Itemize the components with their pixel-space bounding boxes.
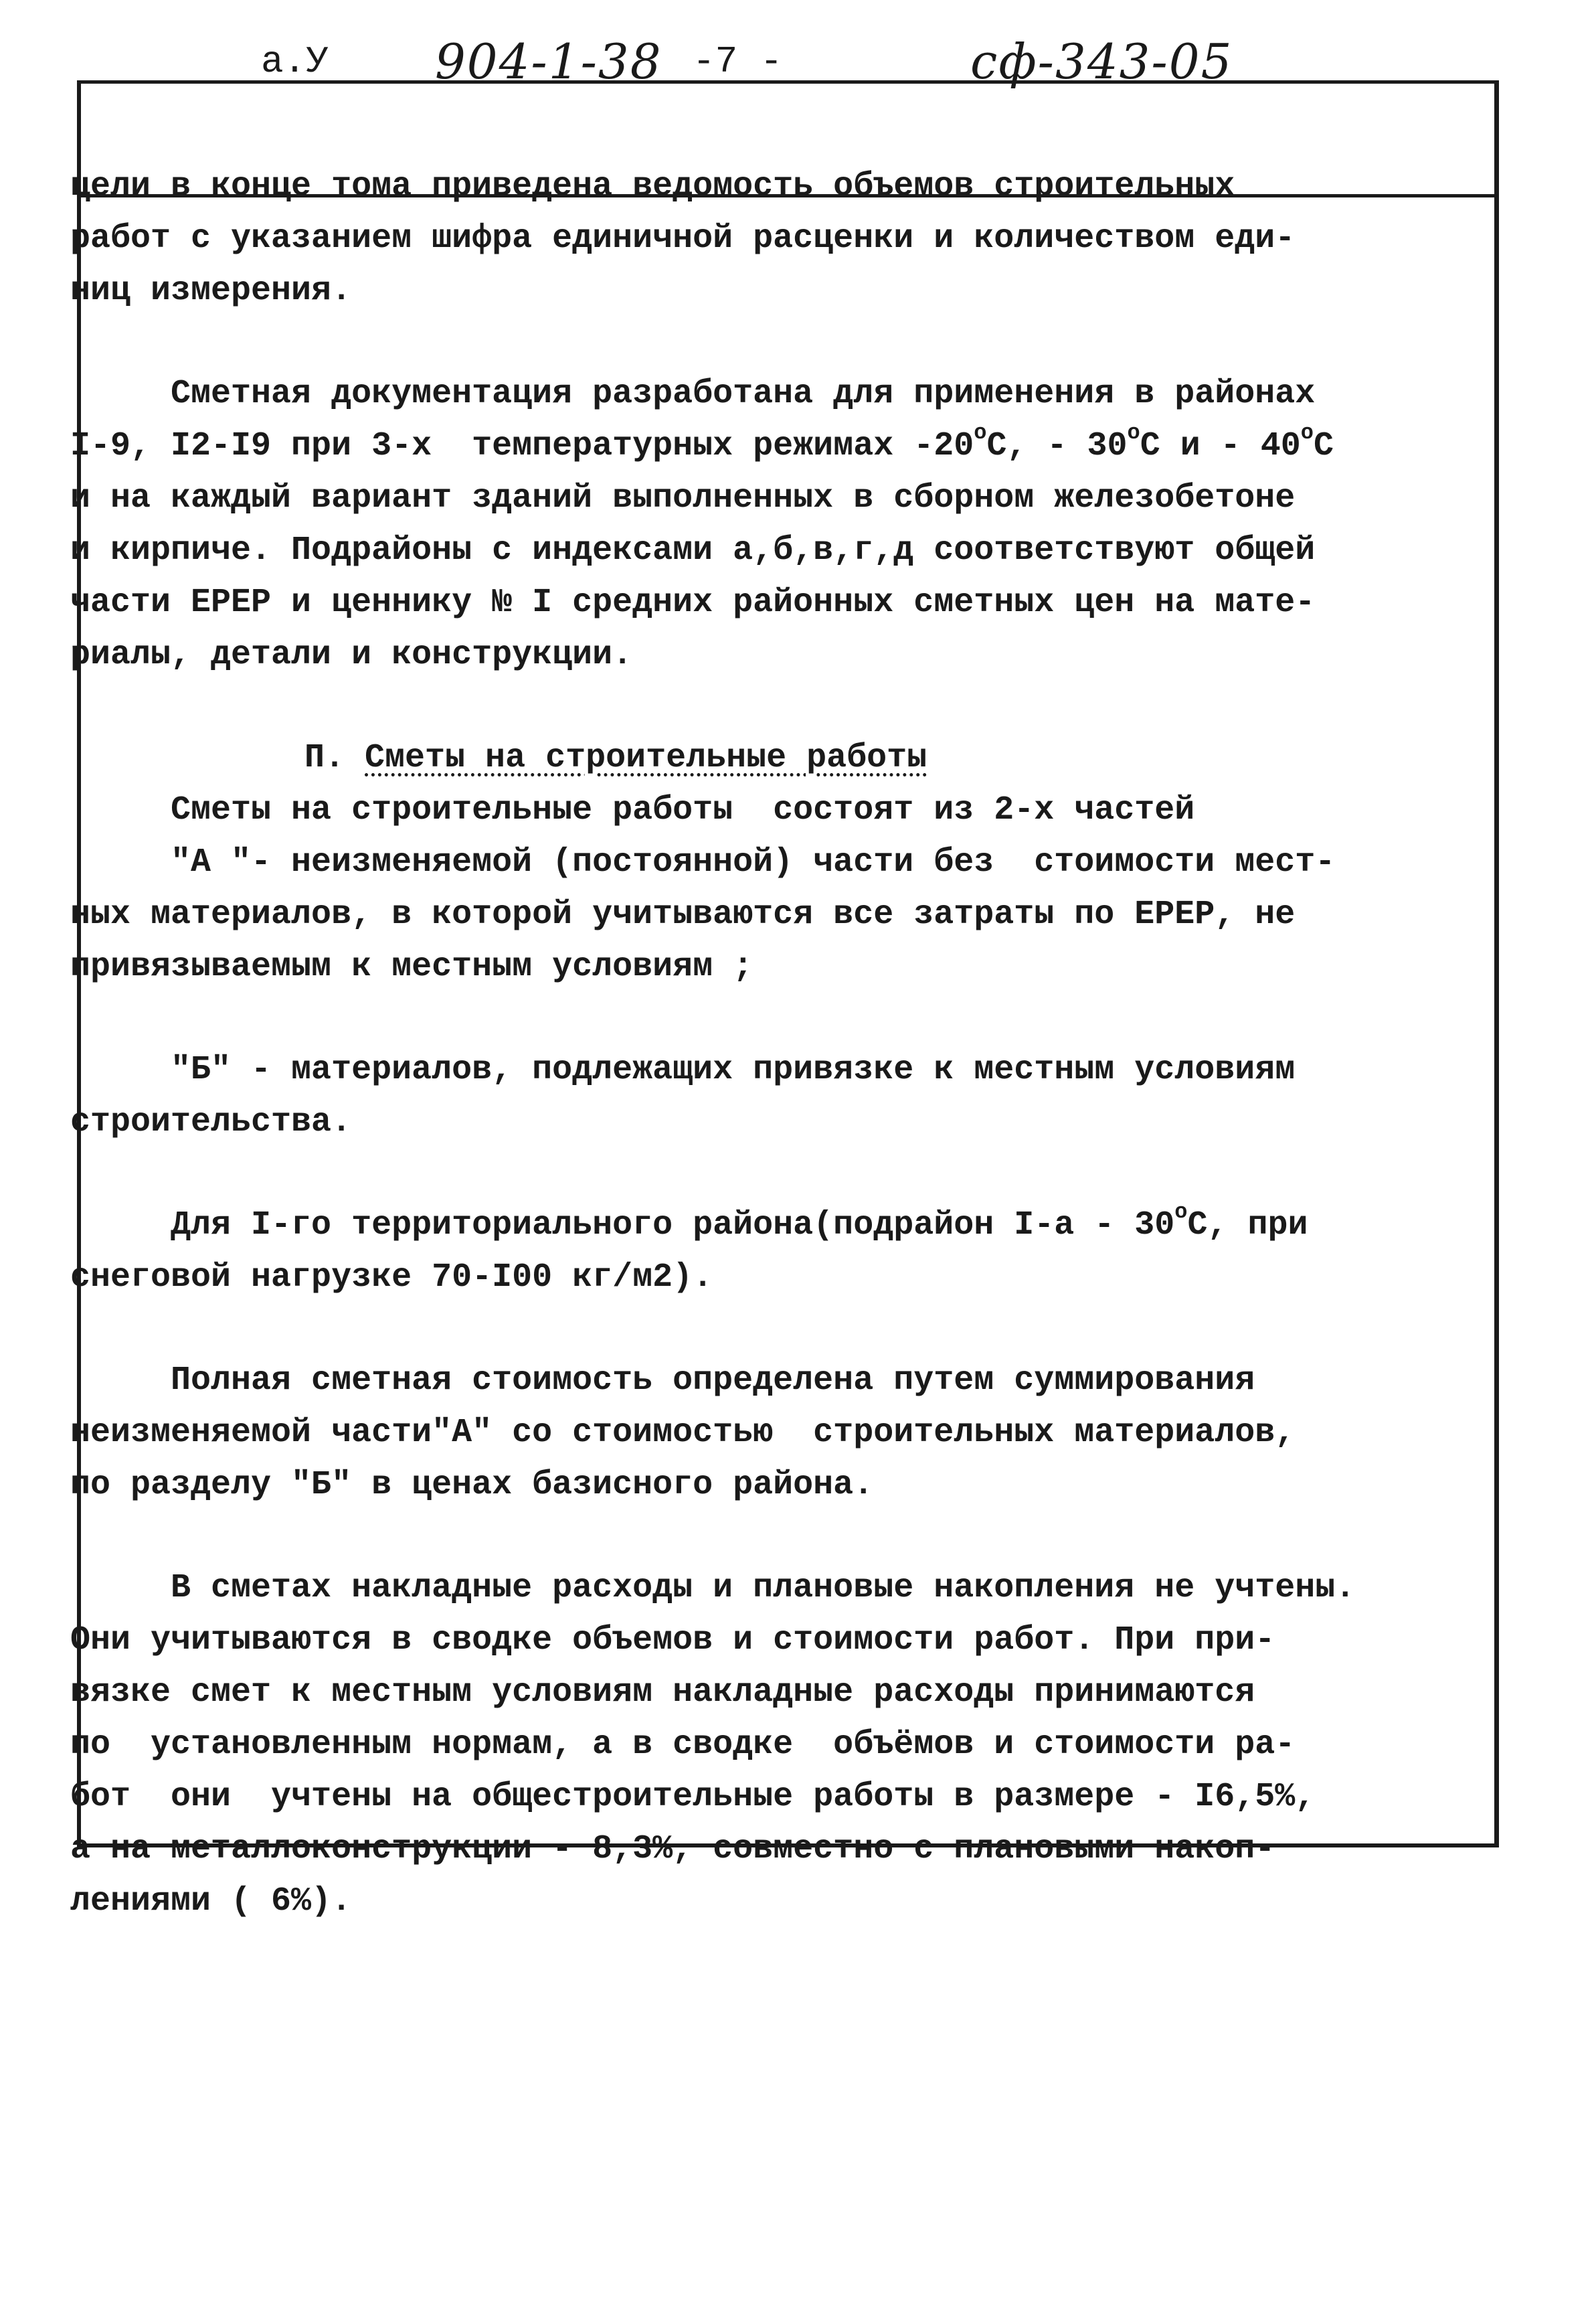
text-line: Сметная документация разработана для применения в районах (70, 375, 1316, 413)
text-line: Сметы на строительные работы состоят из 2-х частей (70, 791, 1195, 829)
text-line: ных материалов, в которой учитываются все затраты по ЕРЕР, не (70, 896, 1296, 934)
temperature-line: I-9, I2-I9 при 3-х температурных режимах $-20^оС$, - $30^оС$ и - $40^оС$ (70, 420, 1334, 465)
section-heading: П. Сметы на строительные работы (304, 739, 927, 777)
text-line: привязываемым к местным условиям ; (70, 948, 753, 986)
text-line: части ЕРЕР и ценнику № I средних районных сметных цен на мате- (70, 584, 1316, 622)
text-line: Для I-го территориального района(подрайон $I-а - 30^оС$, при (70, 1200, 1308, 1244)
text-line: цели в конце тома приведена ведомость объемов строительных (70, 167, 1235, 205)
page-number: -7 - (693, 40, 783, 83)
series-number: 904-1-38 (435, 33, 662, 90)
document-code: сф-343-05 (970, 33, 1233, 90)
scope-paragraph (70, 368, 1435, 681)
series-prefix: а.У (261, 40, 329, 83)
district-paragraph (70, 1200, 1435, 1304)
text-line: и кирпиче. Подрайоны с индексами а,б,в,г,д соответствуют общей (70, 531, 1316, 570)
intro-paragraph (70, 161, 1435, 317)
text-line: Они учитываются в сводке объемов и стоимости работ. При при- (70, 1621, 1275, 1659)
text-line: лениями ( 6%). (70, 1882, 352, 1920)
text-line: "Б" - материалов, подлежащих привязке к местным условиям (70, 1051, 1296, 1089)
page-body (70, 161, 1435, 1928)
text-line: строительства. (70, 1103, 352, 1141)
text-line: по установленным нормам, а в сводке объёмов и стоимости ра- (70, 1726, 1296, 1764)
text-line: бот они учтены на общестроительные работы в размере - I6,5%, (70, 1778, 1316, 1816)
text-line: снеговой нагрузке 70-I00 кг/м2). (70, 1258, 713, 1297)
text-line: по разделу "Б" в ценах базисного района. (70, 1466, 874, 1504)
text-line: неизменяемой части"А" со стоимостью строительных материалов, (70, 1414, 1296, 1452)
total-cost-paragraph (70, 1355, 1435, 1511)
text-line: и на каждый вариант зданий выполненных в сборном железобетоне (70, 479, 1296, 517)
text-line: ниц измерения. (70, 272, 352, 310)
text-line: В сметах накладные расходы и плановые накопления не учтены. (70, 1569, 1356, 1607)
part-b-paragraph (70, 1044, 1435, 1149)
text-line: работ с указанием шифра единичной расценки и количеством еди- (70, 220, 1296, 258)
part-a-paragraph (70, 837, 1435, 993)
overheads-paragraph (70, 1562, 1435, 1928)
text-line: а на металлоконструкции - 8,3%, совместно с плановыми накоп- (70, 1830, 1275, 1868)
text-line: Полная сметная стоимость определена путем суммирования (70, 1362, 1255, 1400)
text-line: вязке смет к местным условиям накладные расходы принимаются (70, 1673, 1255, 1712)
text-line: "А "- неизменяемой (постоянной) части без стоимости мест- (70, 843, 1336, 882)
text-line: риалы, детали и конструкции. (70, 636, 633, 674)
